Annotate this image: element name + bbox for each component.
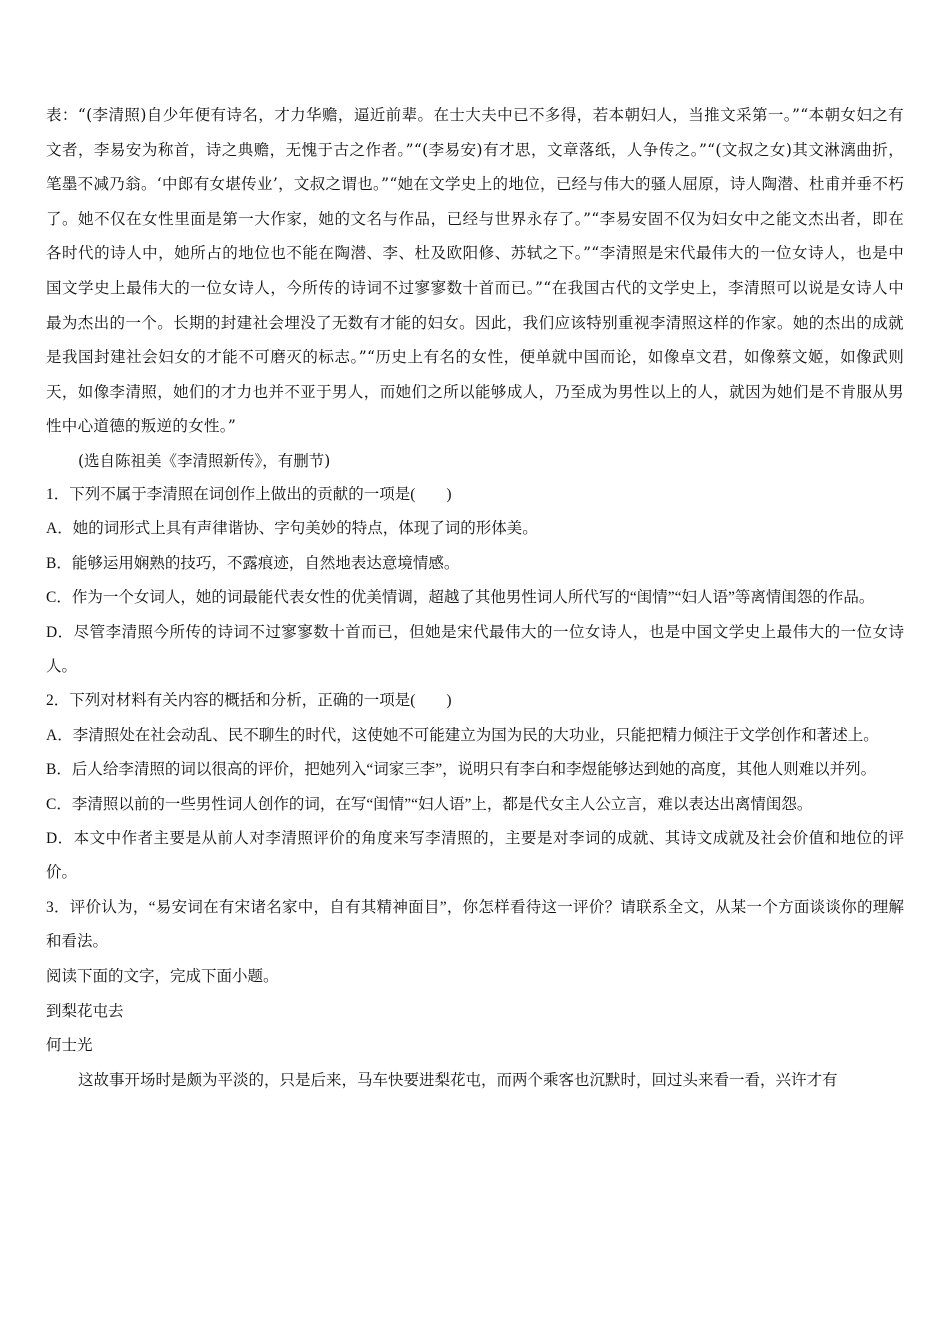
question-1-option-a: A．她的词形式上具有声律谐协、字句美妙的特点，体现了词的形体美。 (46, 520, 538, 538)
story-title: 到梨花屯去 (46, 1002, 124, 1021)
document-page (46, 98, 904, 1097)
question-2-option-a: A．李清照处在社会动乱、民不聊生的时代，这使她不可能建立为国为民的大功业，只能把精力倾注于文学创作和著述上。 (46, 726, 879, 744)
question-3-stem: 3．评价认为，“易安词在有宋诸名家中，自有其精神面目”，你怎样看待这一评价？请联系全文，从某一个方面谈谈你的理解和看法。 (46, 898, 904, 951)
question-2-option-b: B．后人给李清照的词以很高的评价，把她列入“词家三李”，说明只有李白和李煜能够达到她的高度，其他人则难以并列。 (46, 761, 877, 779)
question-2-option-c: C．李清照以前的一些男性词人创作的词，在写“闺情”“妇人语”上，都是代女主人公立言，难以表达出离情闺怨。 (46, 795, 813, 813)
question-2-stem: 2．下列对材料有关内容的概括和分析，正确的一项是( ) (46, 692, 452, 710)
question-1-option-b: B．能够运用娴熟的技巧，不露痕迹，自然地表达意境情感。 (46, 554, 460, 572)
question-1-option-d: D．尽管李清照今所传的诗词不过寥寥数十首而已，但她是宋代最伟大的一位女诗人，也是中国文学史上最伟大的一位女诗人。 (46, 623, 904, 675)
reading-instruction: 阅读下面的文字，完成下面小题。 (46, 967, 279, 985)
question-3 (46, 891, 904, 960)
question-1-option-c: C．作为一个女词人，她的词最能代表女性的优美情调，超越了其他男性词人所代写的“闺情”“妇人语”等离情闺怨的作品。 (46, 589, 875, 607)
story-opening: 这故事开场时是颇为平淡的，只是后来，马车快要进梨花屯，而两个乘客也沉默时，回过头来看一看，兴许才有 (78, 1070, 838, 1089)
source-citation: (选自陈祖美《李清照新传》，有删节) (78, 451, 331, 470)
question-2 (46, 684, 904, 890)
question-1 (46, 478, 904, 684)
passage-text: 表：“(李清照)自少年便有诗名，才力华赡，逼近前辈。在士大夫中已不多得，若本朝妇人，当推文采第一。”“本朝女妇之有文者，李易安为称首，诗之典赡，无愧于古之作者。”“(李易安)有才思，文章落纸，人争传之。”“(文叔之女)其文淋漓曲折，笔墨不减乃翁。‘中郎有女堪传业’，文叔之谓也。”“她在文学史上的地位，已经与伟大的骚人屈原，诗人陶潜、杜甫并垂不朽了。她不仅在女性里面是第一大作家，她的文名与作品，已经与世界永存了。”“李易安固不仅为妇女中之能文杰出者，即在各时代的诗人中，她所占的地位也不能在陶潜、李、杜及欧阳修、苏轼之下。”“李清照是宋代最伟大的一位女诗人，也是中国文学史上最伟大的一位女诗人，今所传的诗词不过寥寥数十首而已。”“在我国古代的文学史上，李清照可以说是女诗人中最为杰出的一个。长期的封建社会埋没了无数有才能的妇女。因此，我们应该特别重视李清照这样的作家。她的杰出的成就是我国封建社会妇女的才能不可磨灭的标志。”“历史上有名的女性，便单就中国而论，如像卓文君，如像蔡文姬，如像武则天，如像李清照，她们的才力也并不亚于男人，而她们之所以能够成人，乃至成为男性以上的人，就因为她们是不肯服从男性中心道德的叛逆的女性。” (46, 106, 904, 436)
question-2-option-d: D．本文中作者主要是从前人对李清照评价的角度来写李清照的，主要是对李词的成就、其诗文成就及社会价值和地位的评价。 (46, 830, 904, 882)
question-1-stem: 1．下列不属于李清照在词创作上做出的贡献的一项是( ) (46, 485, 452, 503)
story-author: 何士光 (46, 1036, 93, 1055)
